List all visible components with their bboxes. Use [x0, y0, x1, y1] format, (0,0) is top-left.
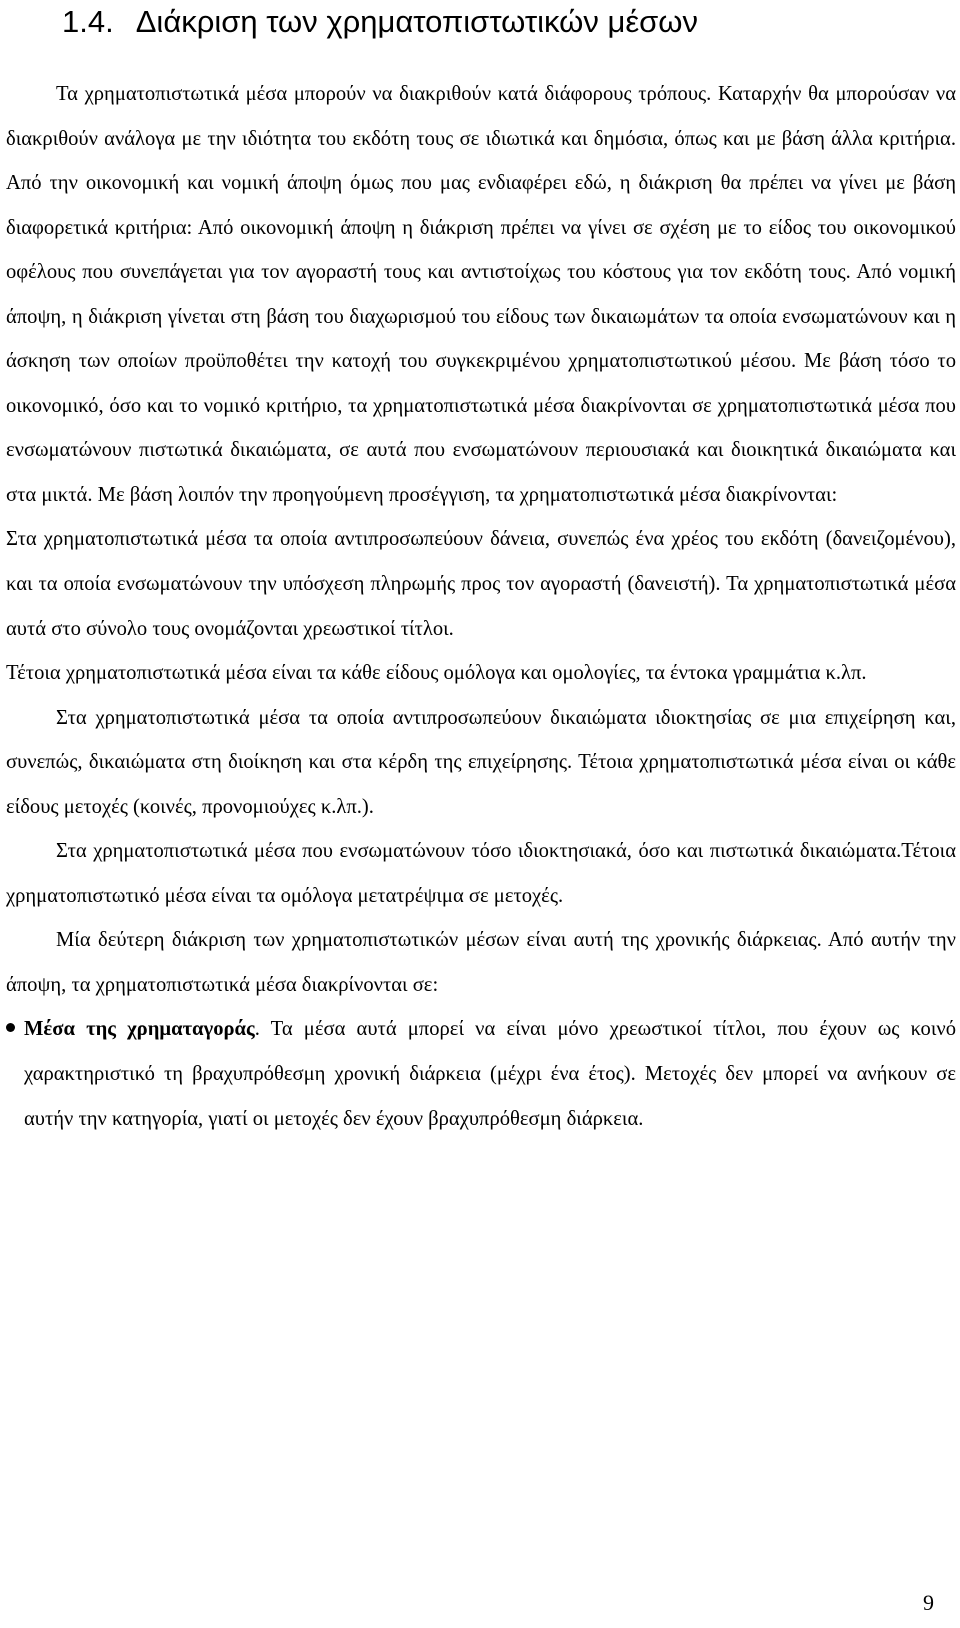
section-title: Διάκριση των χρηματοπιστωτικών μέσων — [135, 4, 698, 39]
paragraph-hybrid-instruments: Στα χρηματοπιστωτικά μέσα που ενσωματώνουν τόσο ιδιοκτησιακά, όσο και πιστωτικά δικαιώματα.Τέτοια χρηματοπιστωτικό μέσα είναι τα ομόλογα μετατρέψιμα σε μετοχές. — [6, 840, 956, 907]
paragraph-debt-examples: Τέτοια χρηματοπιστωτικά μέσα είναι τα κάθε είδους ομόλογα και ομολογίες, τα έντοκα γραμμάτια κ.λπ. — [6, 662, 867, 685]
document-body — [6, 72, 956, 1141]
paragraph-equity-instruments: Στα χρηματοπιστωτικά μέσα τα οποία αντιπροσωπεύουν δικαιώματα ιδιοκτησίας σε μια επιχείρηση και, συνεπώς, δικαιώματα στη διοίκηση και στα κέρδη της επιχείρησης. Τέτοια χρηματοπιστωτικά μέσα είναι οι κάθε είδους μετοχές (κοινές, προνομιούχες κ.λπ.). — [6, 706, 956, 818]
paragraph-duration: Μία δεύτερη διάκριση των χρηματοπιστωτικών μέσων είναι αυτή της χρονικής διάρκειας. Από αυτήν την άποψη, τα χρηματοπιστωτικά μέσα διακρίνονται σε: — [6, 929, 956, 996]
bullet-text: . Τα μέσα αυτά μπορεί να είναι μόνο χρεωστικοί τίτλοι, που έχουν ως κοινό χαρακτηριστικό τη βραχυπρόθεσμη χρονική διάρκεια (μέχρι ένα έτος). Μετοχές δεν μπορεί να ανήκουν σε αυτήν την κατηγορία, γιατί οι μετοχές δεν έχουν βραχυπρόθεσμη διάρκεια. — [24, 1018, 957, 1130]
bullet-money-market — [6, 1007, 956, 1141]
paragraph-intro: Τα χρηματοπιστωτικά μέσα μπορούν να διακριθούν κατά διάφορους τρόπους. Καταρχήν θα μπορούσαν να διακριθούν ανάλογα με την ιδιότητα του εκδότη τους σε ιδιωτικά και δημόσια, όπως και με βάση άλλα κριτήρια. Από την οικονομική και νομική άποψη όμως που μας ενδιαφέρει εδώ, η διάκριση θα πρέπει να γίνει με βάση διαφορετικά κριτήρια: Από οικονομική άποψη η διάκριση πρέπει να γίνει σε σχέση με το είδος του οικονομικού οφέλους που συνεπάγεται για τον αγοραστή τους και αντιστοίχως του κόστους για τον εκδότη τους. Από νομική άποψη, η διάκριση γίνεται στη βάση του διαχωρισμού του είδους των δικαιωμάτων τα οποία ενσωματώνουν και η άσκηση των οποίων προϋποθέτει την κατοχή του συγκεκριμένου χρηματοπιστωτικού μέσου. Με βάση τόσο το οικονομικό, όσο και το νομικό κριτήριο, τα χρηματοπιστωτικά μέσα διακρίνονται σε χρηματοπιστωτικά μέσα που ενσωματώνουν πιστωτικά δικαιώματα, σε αυτά που ενσωματώνουν περιουσιακά και διοικητικά δικαιώματα και στα μικτά. Με βάση λοιπόν την προηγούμενη προσέγγιση, τα χρηματοπιστωτικά μέσα διακρίνονται: — [6, 83, 956, 506]
paragraph-debt-instruments: Στα χρηματοπιστωτικά μέσα τα οποία αντιπροσωπεύουν δάνεια, συνεπώς ένα χρέος του εκδότη (δανειζομένου), και τα οποία ενσωματώνουν την υπόσχεση πληρωμής προς τον αγοραστή (δανειστή). Τα χρηματοπιστωτικά μέσα αυτά στο σύνολο τους ονομάζονται χρεωστικοί τίτλοι. — [6, 528, 956, 640]
section-heading — [62, 0, 698, 44]
page-number: 9 — [923, 1590, 934, 1615]
bullet-dot-icon — [6, 1023, 15, 1032]
bullet-term: Μέσα της χρηματαγοράς — [24, 1018, 255, 1041]
section-number: 1.4. — [62, 4, 114, 39]
